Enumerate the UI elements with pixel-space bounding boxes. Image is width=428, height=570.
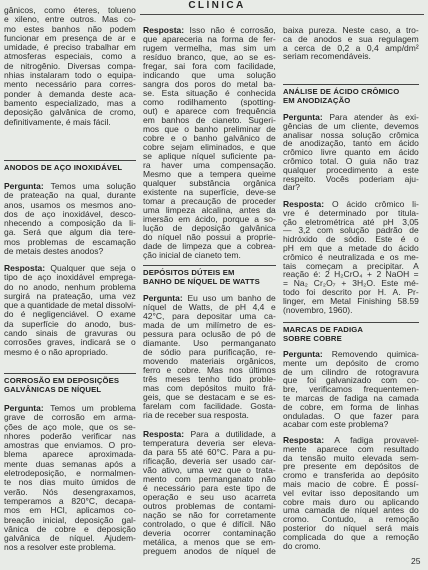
line-text: gências de um cliente, devemos: [283, 120, 419, 131]
text-line: [4, 118, 136, 127]
line-text: Eu uso um banho de: [187, 293, 276, 303]
text-line-content: [283, 182, 300, 192]
heading-line: GALVÂNICAS DE NÍQUEL: [4, 384, 102, 394]
line-text: da para 55 até 60°C. Para a pu-: [143, 447, 276, 457]
line-text: vre é determinado por titula-: [283, 207, 419, 218]
line-text: mente duas semanas após a: [4, 458, 136, 469]
line-text: Temos uma solução: [50, 181, 136, 191]
line-text: mada de um milímetro de es-: [143, 320, 276, 330]
text-line-content: [4, 246, 103, 256]
line-text: crômico total. O guia não traz: [283, 155, 419, 166]
line-text: mo estes banhos não podem: [4, 23, 136, 34]
line-text: cobre e o banho galvânico de: [143, 133, 276, 143]
text-line-content: [283, 541, 321, 551]
line-text: de metais destes anodos?: [4, 246, 104, 257]
line-text: que foi galvanizado com co-: [283, 375, 419, 386]
text-line: [283, 52, 419, 61]
line-text: (novembro, 1960).: [283, 304, 353, 315]
line-text: dar?: [283, 182, 301, 193]
line-text: metálica, a menos que se em-: [143, 537, 276, 547]
question-label: Pergunta:: [4, 403, 44, 413]
answer-analise: [283, 200, 419, 314]
line-text: dade de limpeza que a cobrea-: [143, 241, 276, 251]
text-line-content: [143, 546, 276, 556]
line-text: níquel de Watts, de pH 4,4 e: [143, 302, 276, 312]
text-line-content: [143, 250, 241, 260]
text-line: [283, 183, 419, 192]
line-text: hidróxido de sódio. Este é o: [283, 234, 419, 245]
line-text: deposição galvânica de cromo,: [4, 107, 136, 118]
line-text: do no anodo, nenhum problema: [4, 281, 136, 292]
line-text: anos, usamos os mesmos ano-: [4, 199, 136, 210]
question-label: Pergunta:: [143, 293, 183, 303]
text-line-content: [4, 542, 116, 552]
question-label: Pergunta:: [283, 349, 323, 359]
line-text: galvânica de níquel. Ajudem-: [4, 533, 136, 544]
line-text: vânica de cobre e deposição: [4, 523, 136, 534]
line-text: mento com permanganato não: [143, 474, 276, 484]
section-title: CLÍNICA: [188, 0, 246, 11]
line-text: Para atender às exi-: [329, 112, 419, 122]
line-text: pre presente em depósitos de: [283, 461, 419, 472]
line-text: ção eletrométrica até pH 3,05: [283, 216, 419, 227]
line-text: posterior do níquel será mais: [283, 522, 419, 533]
question-corrosao: [4, 404, 136, 553]
line-text: mente aparece com resultado: [283, 443, 419, 454]
heading-line: ANODOS DE AÇO INOXIDÁVEL: [4, 163, 123, 172]
question-label: Pergunta:: [283, 112, 323, 122]
line-text: temperamos a 820°C, decapa-: [4, 495, 136, 506]
line-text: imersão em ácido, porque a so-: [143, 214, 276, 224]
line-text: dos de aço inoxidável, desco-: [4, 208, 136, 219]
line-text: de prateação na qual, durante: [4, 190, 136, 201]
previous-answer-continuation: [4, 6, 136, 127]
text-line-content: [283, 305, 352, 315]
line-text: que a quantidade de metal dissolvi-: [4, 300, 136, 311]
line-text: pH em que a metade do ácido: [283, 242, 419, 253]
line-text: do é negligenciável. O exame: [4, 309, 136, 320]
question-analise: [283, 113, 419, 192]
line-text: respeito. Vocês poderiam aju-: [283, 173, 419, 184]
line-text: geis, que se destacam e se es-: [143, 392, 276, 402]
question-label: Pergunta:: [4, 181, 44, 191]
question-anodos: [4, 182, 136, 256]
line-text: outros problemas de contami-: [143, 501, 276, 511]
line-text: de cobre, em forma de linhas: [283, 401, 419, 412]
line-text: cromo. Contudo, a remoção: [283, 514, 419, 525]
line-text: Isso não é corrosão,: [189, 25, 276, 35]
line-text: da tensão muito elevada sem-: [283, 452, 419, 463]
text-line: [4, 348, 136, 357]
line-text: out) e aparece com frequência: [143, 106, 276, 116]
line-text: — 3,2 com solução padrão de: [283, 225, 419, 236]
line-text: rugem vermelha, mas sim um: [143, 43, 276, 53]
line-text: vão ativo, uma vez que o trata-: [143, 465, 276, 475]
text-line: [283, 420, 419, 429]
line-text: como rodilhamento (spotting-: [143, 97, 276, 107]
text-line-content: [4, 117, 111, 127]
line-text: nhias instalaram todo o equipa-: [4, 70, 136, 81]
line-text: baixa pureza. Neste caso, a tro-: [283, 25, 419, 35]
line-text: ca de anodos e sua regulagem: [283, 33, 419, 44]
line-text: de anodização, tanto em ácido: [283, 138, 419, 149]
text-line: [143, 411, 276, 420]
line-text: fregar, sai fora com facilidade,: [143, 61, 276, 71]
line-text: do cromo.: [283, 540, 321, 551]
line-text: ria de receber sua resposta.: [143, 410, 249, 420]
heading-line: EM ANODIZAÇÃO: [283, 95, 351, 105]
line-text: crômico livre quanto em ácido: [283, 147, 419, 158]
line-text: ção inicial de cianeto tem.: [143, 250, 241, 260]
line-text: Qualquer que seja o: [50, 263, 136, 273]
heading-line: ANÁLISE DE ÁCIDO CRÔMICO: [283, 87, 400, 96]
line-text: vel evitar isso depositando um: [283, 487, 419, 498]
line-text: tomar a precaução de proceder: [143, 196, 276, 206]
line-text: é necessário para este tipo de: [143, 483, 276, 493]
text-line-content: [4, 347, 108, 357]
line-text: se aplique níquel suficiente pa-: [143, 151, 276, 161]
line-text: rificação, deveria ser usado car-: [143, 456, 276, 466]
line-text: = Na₂ Cr₂O₇ + 3H₂O. Este mé-: [283, 278, 419, 289]
heading-corrosao: [4, 377, 136, 394]
text-line-content: [283, 174, 419, 184]
line-text: analisar nossa solução crômica: [283, 129, 419, 140]
line-text: atmosferas especiais, como a: [4, 51, 136, 62]
heading-rule: [4, 160, 136, 161]
question-marcas: [283, 350, 419, 429]
line-text: mente um depósito de cromo: [283, 357, 419, 368]
line-text: uma camada de níquel antes do: [283, 505, 419, 516]
line-text: grave de corrosão em arma-: [4, 412, 136, 423]
line-text: e xileno, entre outros. Mas co-: [4, 14, 136, 25]
line-text: corrosões graves, indicará se o: [4, 337, 136, 348]
line-text: todo foi descrito por H. A. Pr-: [283, 286, 419, 297]
line-text: ferro e cobre. Mas nos últimos: [143, 365, 276, 375]
text-line: [143, 251, 276, 260]
answer-label: Resposta:: [143, 429, 185, 439]
line-text: funcionar em presença de ar e: [4, 32, 136, 43]
line-text: cando sinais de gravuras ou: [4, 328, 136, 339]
text-line-content: [283, 419, 388, 429]
header-rule: [140, 14, 424, 15]
line-text: blema aparece aproximada-: [4, 449, 136, 460]
line-text: crômico é neutralizada e os me-: [283, 251, 419, 262]
page-number: 25: [411, 556, 421, 566]
line-text: se. Esta situação é conhecida: [143, 88, 276, 98]
heading-line: BANHO DE NÍQUEL DE WATTS: [143, 276, 260, 286]
line-text: tais começam a precipitar. A: [283, 260, 419, 271]
text-line: [283, 306, 419, 315]
line-text: de sódio para purificação, re-: [143, 347, 276, 357]
line-text: de um cilindro de rotogravura: [283, 366, 419, 377]
question-depositos: [143, 294, 276, 420]
heading-rule: [283, 84, 419, 85]
line-text: cobre mais duro ou aplicando: [283, 496, 419, 507]
line-text: mos problemas de escamação: [4, 236, 136, 247]
line-text: gânicos, como éteres, tolueno: [4, 5, 136, 15]
line-text: mos em HCl, aplicamos co-: [4, 505, 136, 516]
line-text: 42°C, para depositar uma ca-: [143, 311, 276, 321]
line-text: linger, em Metal Finishing 58.59: [283, 295, 419, 306]
heading-rule: [283, 322, 419, 323]
line-text: O ácido crômico li-: [331, 199, 419, 209]
line-text: acabar com este problema?: [283, 419, 389, 430]
line-text: nação se não for corretamente: [143, 510, 276, 520]
line-text: bre, verificamos frequentemen-: [283, 384, 419, 395]
heading-analise: [283, 88, 419, 105]
text-line: [4, 543, 136, 552]
heading-marcas: [283, 326, 419, 343]
line-text: complicada do que a remoção: [283, 531, 419, 542]
line-text: ga. Será que algum dia tere-: [4, 227, 136, 238]
answer-label: Resposta:: [283, 435, 325, 445]
heading-depositos: [143, 269, 276, 286]
line-text: nhores poderão verificar nas: [4, 430, 136, 441]
line-text: reação é: 2 H₂CrO₄ + 2 NaOH =: [283, 269, 419, 280]
answer-label: Resposta:: [4, 263, 46, 273]
line-text: resíduo branco, que, ao se es-: [143, 52, 276, 62]
answer-marcas: [283, 436, 419, 550]
line-text: nos a resolver este problema.: [4, 542, 116, 553]
answer-depositos: [143, 430, 276, 556]
line-text: indicando que uma solução: [143, 70, 276, 80]
text-line: [143, 547, 276, 556]
answer-label: Resposta:: [283, 199, 325, 209]
line-text: Temos um problema: [50, 403, 136, 413]
line-text: deveria ocorrer contaminação: [143, 528, 276, 538]
line-text: mesmo é o não apropriado.: [4, 346, 108, 357]
line-text: preguem anodos de níquel de: [143, 546, 276, 556]
line-text: pessura para oclusão de pó de: [143, 329, 276, 339]
line-text: surgirá na prateação, uma vez: [4, 290, 136, 301]
line-text: do níquel não possui a proprie-: [143, 232, 276, 242]
line-text: lução de deposição galvânica: [143, 223, 276, 233]
line-text: Mesmo que a tempera queime: [143, 169, 276, 179]
line-text: umidade, é preciso trabalhar em: [4, 42, 136, 53]
line-text: nhecendo a composição da li-: [4, 218, 136, 229]
text-line: [283, 175, 419, 184]
heading-line: SOBRE COBRE: [283, 333, 342, 343]
line-text: temperatura deveria ser eleva-: [143, 438, 276, 448]
text-line: [4, 247, 136, 256]
answer-corrosao: [143, 26, 276, 260]
line-text: qualquer procedimento a este: [283, 164, 419, 175]
line-text: amostras que enviamos. O pro-: [4, 440, 136, 451]
line-text: A fadiga provavel-: [334, 435, 419, 445]
line-text: de nitrogênio. Diversas compa-: [4, 60, 136, 71]
line-text: existente na superfície, deve-se: [143, 187, 276, 197]
line-text: onduladas. O que fazer para: [283, 410, 419, 421]
text-line: [283, 542, 419, 551]
line-text: ponder à demanda deste aca-: [4, 88, 136, 99]
heading-line: MARCAS DE FADIGA: [283, 325, 364, 334]
line-text: seriam recomendáveis.: [283, 51, 371, 62]
line-text: controlado, o que é difícil. Não: [143, 519, 276, 529]
line-text: mais macio de cobre. É possí-: [283, 478, 419, 489]
line-text: em banhos de cianeto. Sugeri-: [143, 115, 276, 125]
line-text: movendo materiais orgânicos,: [143, 356, 276, 366]
answer-depositos-continued: [283, 26, 419, 61]
line-text: ções de aço mole, que os se-: [4, 421, 136, 432]
line-text: operação e seu uso acarreta: [143, 492, 276, 502]
line-text: uma limpeza alcalina, antes da: [143, 205, 276, 215]
line-text: Removendo quimica-: [331, 349, 419, 359]
line-text: qualquer substância orgânica: [143, 178, 276, 188]
line-text: farelam com facilidade. Gosta-: [143, 401, 276, 411]
text-line-content: [283, 51, 371, 61]
line-text: Para a dutilidade, a: [190, 429, 276, 439]
line-text: a cerca de 0,2 a 0,4 amp/dm²: [283, 42, 419, 53]
line-text: mento necessário para corres-: [4, 79, 136, 90]
answer-anodos: [4, 264, 136, 357]
line-text: ra haver uma compensação.: [143, 160, 276, 170]
line-text: tipo de aço inoxidável emprega-: [4, 272, 136, 283]
line-text: diamante. Uso permanganato: [143, 338, 276, 348]
line-text: que apareceria na forma de fer-: [143, 34, 276, 44]
heading-line: DEPÓSITOS DÚTEIS EM: [143, 268, 235, 277]
line-text: definitivamente, é mais fácil.: [4, 116, 111, 127]
answer-label: Resposta:: [143, 25, 185, 35]
line-text: mas com depósitos muito frá-: [143, 383, 276, 393]
heading-rule: [143, 265, 276, 266]
line-text: bamento especializado, mas a: [4, 97, 136, 108]
line-text: verão. Nós desengraxamos,: [4, 486, 136, 497]
text-line-content: [143, 410, 249, 420]
heading-anodos: [4, 164, 136, 173]
line-text: te nos dias muito úmidos de: [4, 477, 136, 488]
line-text: da superfície do anodo, bus-: [4, 318, 136, 329]
heading-line: CORROSÃO EM DEPOSIÇÕES: [4, 376, 120, 385]
heading-rule: [4, 373, 136, 374]
line-text: te marcas de fadiga na camada: [283, 392, 419, 403]
line-text: breação inicial, deposição gal-: [4, 514, 136, 525]
line-text: cobre sejam eliminados, e que: [143, 142, 276, 152]
line-text: três meses tenho tido proble-: [143, 374, 276, 384]
line-text: sangra dos poros do metal ba-: [143, 79, 276, 89]
line-text: eletrodeposição, e normalmen-: [4, 468, 136, 479]
line-text: cromo e transferida ao depósito: [283, 470, 419, 481]
line-text: mos que o banho preliminar de: [143, 124, 276, 134]
